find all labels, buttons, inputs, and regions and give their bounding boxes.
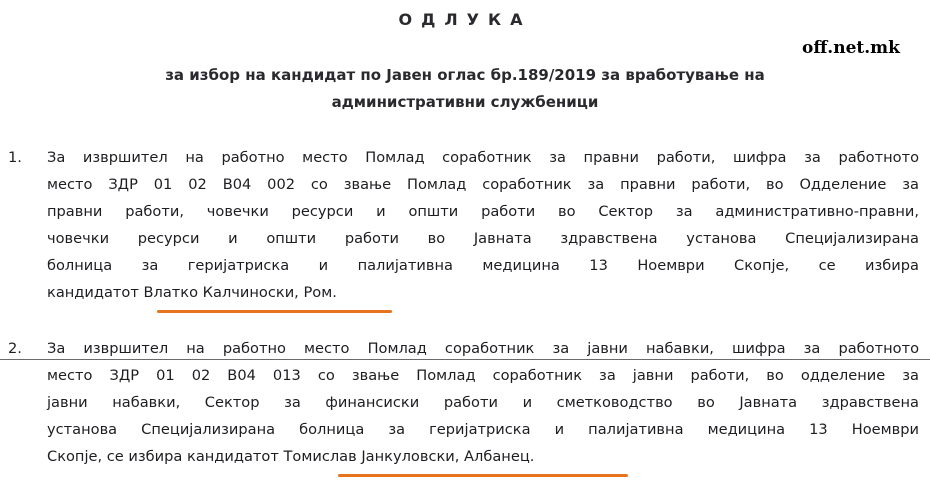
subtitle-line-2: административни службеници <box>331 93 599 111</box>
candidate-underline-1 <box>157 310 392 313</box>
line-prefix: кандидатот <box>47 284 144 301</box>
item-last-line <box>47 279 919 306</box>
item-last-line <box>47 443 919 470</box>
item-line: болница за геријатриска и палијативна медицина 13 Ноември Скопје, се избира <box>47 257 919 274</box>
item-line: За извршител на работно место Помлад соработник за јавни набавки, шифра за работното <box>47 340 919 357</box>
subtitle-line-1: за избор на кандидат по Јавен оглас бр.189/2019 за вработување на <box>165 66 765 84</box>
item-line: место ЗДР 01 02 В04 002 со звање Помлад соработник за правни работи, во Одделение за <box>47 176 919 193</box>
selected-candidate: Влатко Калчиноски, Ром. <box>143 284 337 301</box>
item-line: правни работи, човечки ресурси и општи работи во Сектор за административно-правни, <box>47 203 919 220</box>
item-number: 2. <box>8 340 22 357</box>
line-prefix: Скопје, се избира кандидатот <box>47 448 284 465</box>
item-line: јавни набавки, Сектор за финансиски работи и сметководство во Јавната здравствена <box>47 394 919 411</box>
item-line: установа Специјализирана болница за геријатриска и палијативна медицина 13 Ноември <box>47 421 919 438</box>
item-line: човечки ресурси и општи работи во Јавната здравствена установа Специјализирана <box>47 230 919 247</box>
watermark-logo: off.net.mk <box>796 36 906 59</box>
item-number: 1. <box>8 149 22 166</box>
document-subtitle <box>0 62 930 116</box>
candidate-underline-2 <box>338 474 628 477</box>
item-line: место ЗДР 01 02 В04 013 со звање Помлад соработник за јавни работи, во одделение за <box>47 367 919 384</box>
document-title: ОДЛУКА <box>398 10 532 29</box>
selected-candidate: Томислав Јанкуловски, Албанец. <box>283 448 535 465</box>
item-body <box>47 144 919 306</box>
item-body <box>47 335 919 470</box>
item-line: За извршител на работно место Помлад соработник за правни работи, шифра за работното <box>47 149 919 166</box>
